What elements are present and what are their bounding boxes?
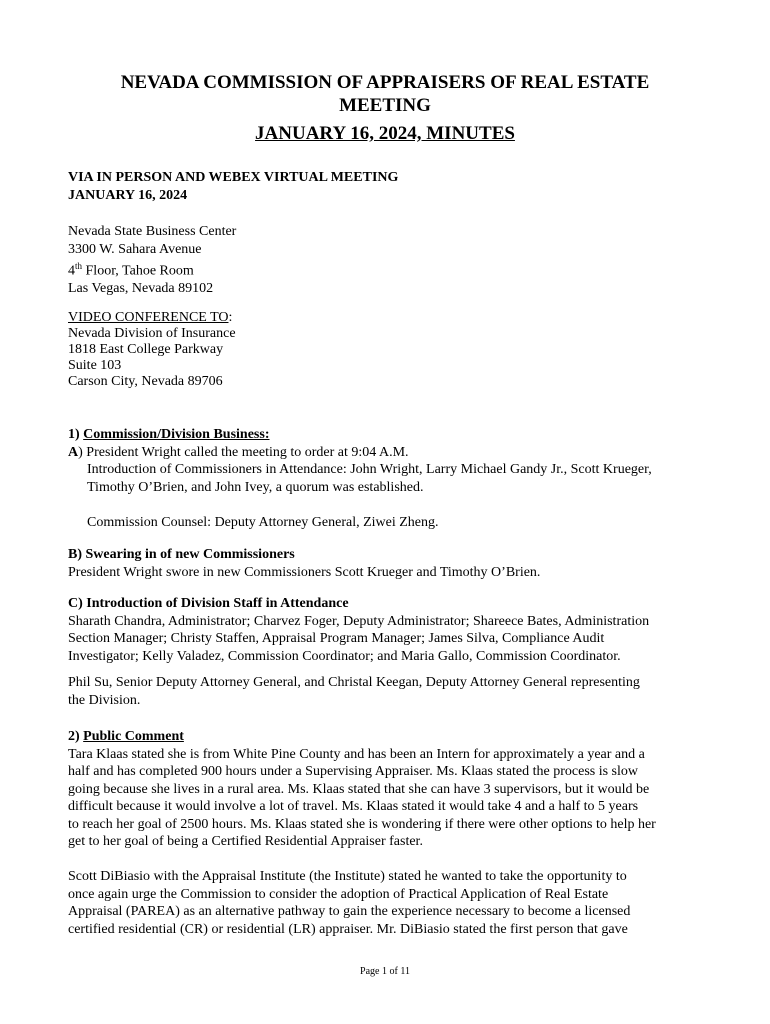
item-c-heading: C) Introduction of Division Staff in Attendance [68, 596, 349, 611]
location-street: 3300 W. Sahara Avenue [68, 241, 202, 257]
item-c-line2: Section Manager; Christy Staffen, Appraisal Program Manager; James Silva, Compliance Audit [68, 631, 605, 646]
location-floor [68, 258, 708, 280]
public-comment-p1-line: get to her goal of being a Certified Residential Appraiser faster. [68, 834, 423, 849]
floor-number: 4 [68, 263, 75, 279]
section-2 [68, 728, 708, 851]
public-comment-p1-line: Tara Klaas stated she is from White Pine County and has been an Intern for approximately a year and a [68, 746, 645, 762]
meeting-info [68, 169, 708, 204]
meeting-mode: VIA IN PERSON AND WEBEX VIRTUAL MEETING [68, 170, 399, 185]
section-1-title: Commission/Division Business: [83, 427, 270, 442]
item-b-title: ) Swearing in of new Commissioners [77, 547, 295, 562]
location-city: Las Vegas, Nevada 89102 [68, 281, 214, 297]
section-2-heading [68, 728, 708, 746]
item-a-line2: Introduction of Commissioners in Attendance: John Wright, Larry Michael Gandy Jr., Scott Krueger, [87, 462, 652, 477]
video-suite: Suite 103 [68, 358, 122, 373]
public-comment-p1-line: to reach her goal of 2500 hours. Ms. Klaas stated she is wondering if there were other options to help her [68, 816, 656, 832]
section-1-number: 1) [68, 427, 84, 442]
video-label-line [68, 310, 708, 326]
public-comment-p1-line: going because she lives in a rural area. Ms. Klaas stated that she can have 3 supervisors, but it would be [68, 781, 650, 797]
document-title-line2: MEETING [339, 95, 431, 116]
public-comment-p2-line: once again urge the Commission to consider the adoption of Practical Application of Real Estate [68, 886, 609, 902]
commission-counsel [68, 514, 708, 532]
public-comment-p2 [68, 868, 708, 938]
item-c-line1: Sharath Chandra, Administrator; Charvez Foger, Deputy Administrator; Shareece Bates, Administration [68, 613, 650, 629]
document-title-date: JANUARY 16, 2024, MINUTES [255, 123, 515, 144]
page-number: Page 1 of 11 [360, 966, 410, 977]
item-a-line3: Timothy O’Brien, and John Ivey, a quorum was established. [87, 479, 424, 495]
video-street: 1818 East College Parkway [68, 342, 224, 357]
video-colon: : [228, 310, 233, 325]
item-a-line1 [68, 444, 708, 462]
location-address [68, 223, 708, 298]
video-city: Carson City, Nevada 89706 [68, 374, 223, 389]
public-comment-p1-line: half and has completed 900 hours under a Supervising Appraiser. Ms. Klaas stated the process is slow [68, 764, 639, 779]
item-c-line3: Investigator; Kelly Valadez, Commission Coordinator; and Maria Gallo, Commission Coordinator. [68, 648, 621, 664]
item-b-label: B [68, 547, 78, 562]
item-c-p2-line2: the Division. [68, 692, 141, 708]
item-b [68, 546, 708, 581]
floor-suffix: th [75, 261, 83, 271]
video-label: VIDEO CONFERENCE TO [68, 310, 229, 325]
item-a-label: A [68, 444, 79, 460]
item-c-paragraph-2 [68, 674, 708, 709]
public-comment-p1-line: difficult because it would involve a lot of travel. Ms. Klaas stated it would take 4 and a half to 5 years [68, 799, 639, 814]
location-name: Nevada State Business Center [68, 224, 237, 239]
item-b-text: President Wright swore in new Commissioners Scott Krueger and Timothy O’Brien. [68, 564, 541, 580]
meeting-date: JANUARY 16, 2024 [68, 187, 188, 203]
floor-room: Floor, Tahoe Room [82, 263, 194, 279]
item-b-heading [68, 546, 708, 564]
counsel-text: Commission Counsel: Deputy Attorney General, Ziwei Zheng. [87, 515, 439, 530]
section-1 [68, 426, 708, 496]
item-a-text: ) President Wright called the meeting to order at 9:04 A.M. [78, 444, 409, 460]
item-c-p2-line1: Phil Su, Senior Deputy Attorney General, and Christal Keegan, Deputy Attorney General representing [68, 675, 640, 690]
video-conference [68, 310, 708, 390]
video-org: Nevada Division of Insurance [68, 326, 236, 341]
public-comment-p2-line: Scott DiBiasio with the Appraisal Institute (the Institute) stated he wanted to take the opportunity to [68, 869, 627, 884]
public-comment-p2-line: certified residential (CR) or residential (LR) appraiser. Mr. DiBiasio stated the first person that gave [68, 921, 628, 937]
section-2-title: Public Comment [83, 729, 184, 744]
section-1-heading [68, 426, 708, 444]
section-2-number: 2) [68, 729, 84, 744]
public-comment-p2-line: Appraisal (PAREA) as an alternative pathway to gain the experience necessary to become a licensed [68, 904, 631, 919]
document-title-line1: NEVADA COMMISSION OF APPRAISERS OF REAL ESTATE [120, 72, 650, 93]
item-c [68, 595, 708, 665]
